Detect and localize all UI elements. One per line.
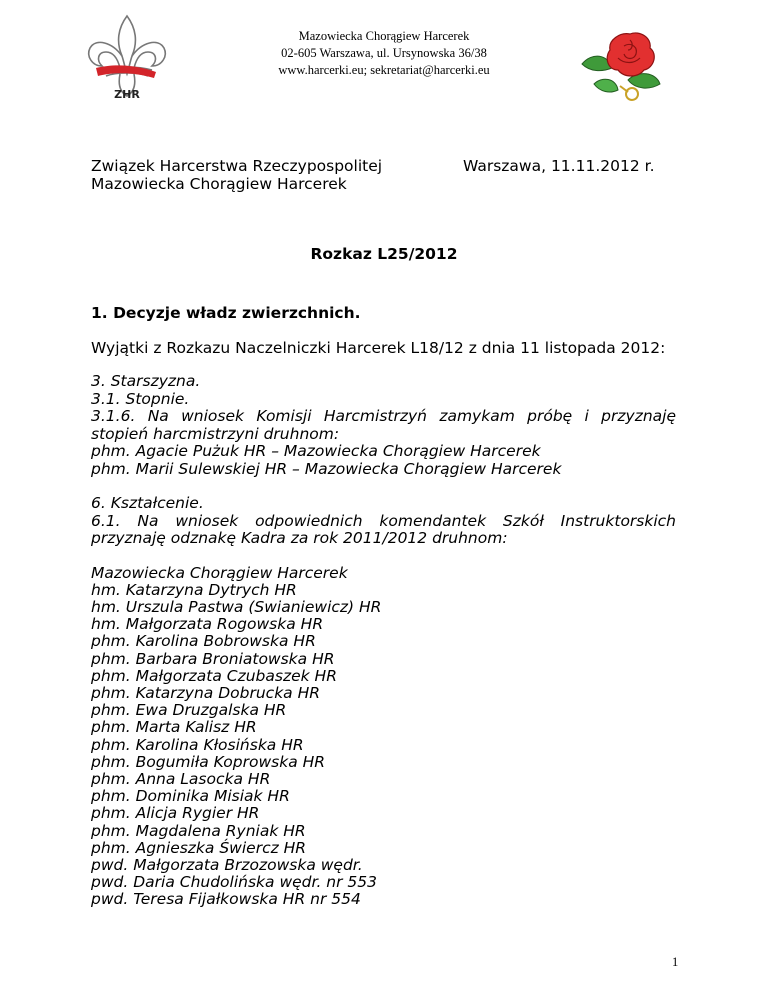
list-item: phm. Bogumiła Koprowska HR	[91, 752, 326, 771]
decision-text: 6.1. Na wniosek odpowiednich komendantek Szkół Instruktorskich	[91, 511, 676, 530]
order-title: Rozkaz L25/2012	[310, 245, 458, 263]
sender-block	[91, 157, 382, 193]
list-item: phm. Ewa Druzgalska HR	[91, 701, 287, 720]
decision-text: 3.1.6. Na wniosek Komisji Harcmistrzyń zamykam próbę i przyznaję	[91, 407, 676, 425]
list-item: hm. Małgorzata Rogowska HR	[91, 615, 324, 634]
awardee-line: phm. Agacie Pużuk HR – Mazowiecka Chorągiew Harcerek	[91, 442, 541, 460]
decision-text-continued: stopień harcmistrzyni druhnom:	[91, 424, 340, 443]
section-intro: Wyjątki z Rozkazu Naczelniczki Harcerek L18/12 z dnia 11 listopada 2012:	[91, 339, 666, 357]
sender-unit: Mazowiecka Chorągiew Harcerek	[91, 175, 347, 193]
svg-text:ZHR: ZHR	[114, 88, 140, 101]
order-body	[91, 304, 676, 909]
list-item: phm. Anna Lasocka HR	[91, 769, 271, 788]
letterhead-address: 02-605 Warszawa, ul. Ursynowska 36/38	[281, 46, 487, 60]
kadra-awardee-list	[91, 565, 676, 909]
list-item: hm. Urszula Pastwa (Swianiewicz) HR	[91, 597, 382, 616]
page-number: 1	[672, 955, 679, 969]
list-item: hm. Katarzyna Dytrych HR	[91, 580, 297, 599]
list-item: phm. Barbara Broniatowska HR	[91, 649, 335, 668]
awardee-line: phm. Marii Sulewskiej HR – Mazowiecka Chorągiew Harcerek	[91, 459, 562, 478]
subsection-subheading: 3.1. Stopnie.	[91, 389, 190, 408]
subsection-heading: 6. Kształcenie.	[91, 494, 204, 512]
section-heading: 1. Decyzje władz zwierzchnich.	[91, 304, 361, 322]
rose-emblem-icon	[572, 24, 668, 110]
list-item: phm. Karolina Bobrowska HR	[91, 632, 316, 651]
list-item: phm. Katarzyna Dobrucka HR	[91, 683, 321, 702]
list-item: phm. Dominika Misiak HR	[91, 787, 290, 806]
list-item: phm. Karolina Kłosińska HR	[91, 735, 304, 754]
list-item: phm. Małgorzata Czubaszek HR	[91, 666, 337, 685]
list-item: phm. Marta Kalisz HR	[91, 718, 257, 737]
list-item: phm. Agnieszka Świercz HR	[91, 838, 307, 857]
letterhead-org-name: Mazowiecka Chorągiew Harcerek	[298, 29, 470, 43]
letterhead-contact: www.harcerki.eu; sekretariat@harcerki.eu	[278, 63, 490, 77]
list-item: pwd. Teresa Fijałkowska HR nr 554	[91, 890, 361, 909]
list-item: phm. Alicja Rygier HR	[91, 804, 260, 823]
list-item: pwd. Małgorzata Brzozowska wędr.	[91, 855, 363, 874]
subsection-heading: 3. Starszyzna.	[91, 372, 201, 390]
list-item: pwd. Daria Chudolińska wędr. nr 553	[91, 873, 378, 892]
list-item: Mazowiecka Chorągiew Harcerek	[91, 563, 348, 582]
document-date: Warszawa, 11.11.2012 r.	[463, 157, 655, 175]
list-item: phm. Magdalena Ryniak HR	[91, 821, 306, 840]
decision-text-continued: przyznaję odznakę Kadra za rok 2011/2012 druhnom:	[91, 529, 508, 547]
sender-organization: Związek Harcerstwa Rzeczypospolitej	[91, 157, 383, 175]
